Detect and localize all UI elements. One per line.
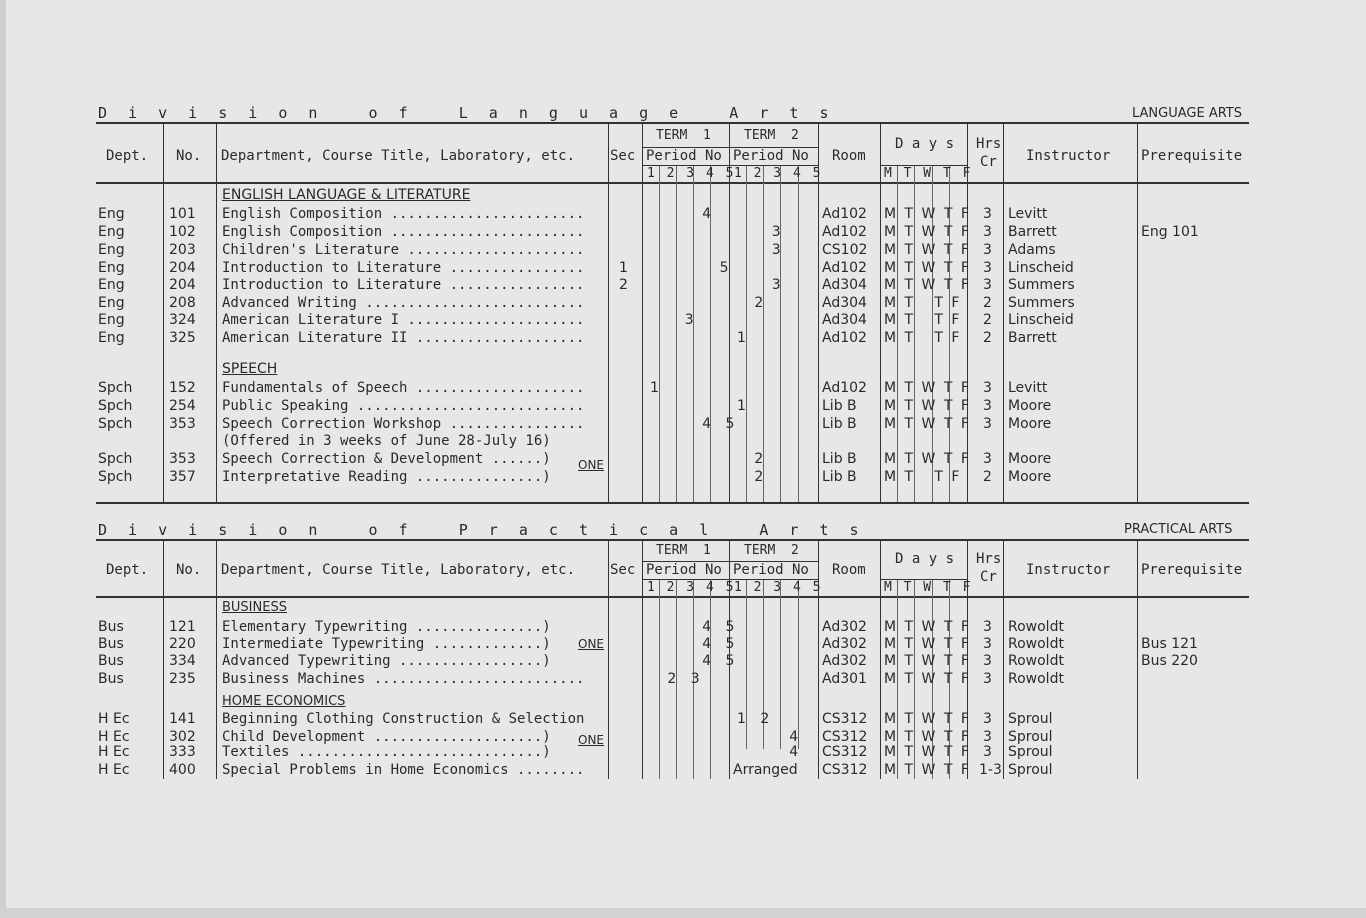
cell-course: Speech Correction & Development ......) (222, 451, 551, 467)
cell-no: 102 (169, 224, 196, 240)
one-bracket-label: ONE (578, 458, 605, 472)
header-term2: TERM 2 (744, 128, 799, 143)
cell-t2: 3 (771, 224, 786, 240)
header-period1: Period No (646, 562, 722, 578)
cell-hrs: 3 (983, 711, 992, 727)
bottom-rule (96, 502, 1249, 504)
header-hrs: Hrs (976, 551, 1002, 567)
cell-instr: Rowoldt (1008, 636, 1064, 652)
header-days: D a y s (895, 551, 955, 567)
one-bracket-label: ONE (578, 637, 605, 651)
cell-room: Ad102 (822, 330, 867, 346)
header-day-letters: M T W T F (884, 166, 973, 181)
cell-no: 204 (169, 260, 196, 276)
cell-room: Ad102 (822, 260, 867, 276)
cell-instr: Moore (1008, 451, 1052, 467)
cell-course: Advanced Writing .......................... (222, 295, 585, 311)
header-course: Department, Course Title, Laboratory, etc. (221, 562, 576, 578)
cell-dept: Bus (98, 636, 124, 652)
cell-course: Fundamentals of Speech .................... (222, 380, 585, 396)
cell-no: 334 (169, 653, 196, 669)
cell-course: Textiles .............................) (222, 744, 551, 760)
cell-days: M T W T F (884, 242, 971, 258)
cell-t2: 1 2 (737, 711, 775, 727)
cell-room: CS312 (822, 744, 868, 760)
cell-instr: Barrett (1008, 224, 1057, 240)
cell-t2: 1 (737, 398, 751, 414)
header-instructor: Instructor (1026, 562, 1111, 578)
cell-dept: Eng (98, 312, 125, 328)
cell-days: M T T F (884, 312, 962, 328)
period-divider (659, 579, 660, 779)
period-divider (710, 579, 711, 779)
cell-dept: Eng (98, 295, 125, 311)
cell-room: Lib B (822, 451, 857, 467)
cell-no: 141 (169, 711, 196, 727)
period-divider (659, 165, 660, 502)
cell-room: Lib B (822, 416, 857, 432)
cell-t1: 5 (719, 260, 734, 276)
cell-days: M T W T F (884, 619, 971, 635)
cell-room: CS102 (822, 242, 868, 258)
cell-no: 203 (169, 242, 196, 258)
cell-dept: Spch (98, 451, 133, 467)
cell-course: Child Development ....................) (222, 729, 551, 745)
cell-instr: Linscheid (1008, 260, 1074, 276)
cell-room: Lib B (822, 398, 857, 414)
cell-instr: Adams (1008, 242, 1056, 258)
cell-course: Intermediate Typewriting .............) (222, 636, 551, 652)
cell-t1: 4 5 (702, 653, 740, 669)
cell-no: 353 (169, 416, 196, 432)
cell-room: Ad304 (822, 277, 867, 293)
cell-room: Ad302 (822, 636, 867, 652)
cell-dept: Eng (98, 242, 125, 258)
cell-days: M T W T F (884, 653, 971, 669)
cell-course: American Literature II .................... (222, 330, 585, 346)
cell-dept: Eng (98, 277, 125, 293)
cell-no: 204 (169, 277, 196, 293)
cell-hrs: 3 (983, 729, 992, 745)
header-instructor: Instructor (1026, 148, 1111, 164)
period-divider (798, 579, 799, 749)
header-period1: Period No (646, 148, 722, 164)
col-divider (642, 124, 643, 502)
one-bracket-label: ONE (578, 733, 605, 747)
cell-hrs: 3 (983, 398, 992, 414)
cell-dept: Spch (98, 380, 133, 396)
cell-dept: Bus (98, 653, 124, 669)
col-divider (880, 541, 881, 779)
cell-days: M T W T F (884, 398, 971, 414)
cell-hrs: 2 (983, 330, 992, 346)
col-divider (216, 124, 217, 502)
col-divider (818, 541, 819, 779)
cell-course: American Literature I ..................... (222, 312, 585, 328)
col-divider (608, 541, 609, 779)
cell-sec: 2 (619, 277, 628, 293)
cell-instr: Levitt (1008, 206, 1048, 222)
col-divider (880, 124, 881, 502)
cell-no: 302 (169, 729, 196, 745)
header-course: Department, Course Title, Laboratory, etc. (221, 148, 576, 164)
cell-instr: Sproul (1008, 744, 1053, 760)
cell-days: M T W T F (884, 671, 971, 687)
cell-instr: Sproul (1008, 711, 1053, 727)
cell-room: Ad102 (822, 380, 867, 396)
cell-hrs: 2 (983, 469, 992, 485)
header-dept: Dept. (106, 562, 149, 578)
cell-t2: 3 (771, 277, 786, 293)
cell-course: Special Problems in Home Economics ........ (222, 762, 585, 778)
cell-t2: 2 (754, 469, 769, 485)
cell-hrs: 3 (983, 744, 992, 760)
cell-instr: Barrett (1008, 330, 1057, 346)
cell-hrs: 3 (983, 451, 992, 467)
cell-room: Ad304 (822, 312, 867, 328)
cell-room: Ad102 (822, 206, 867, 222)
cell-no: 121 (169, 619, 196, 635)
col-divider (163, 124, 164, 502)
cell-days: M T W T F (884, 380, 971, 396)
top-rule (96, 539, 1249, 541)
cell-t2: 2 (754, 295, 769, 311)
cell-hrs: 3 (983, 636, 992, 652)
cell-room: CS312 (822, 711, 868, 727)
cell-no: 357 (169, 469, 196, 485)
cell-room: Ad301 (822, 671, 867, 687)
cell-days: M T W T F (884, 224, 971, 240)
col-divider (1003, 541, 1004, 779)
header-sec: Sec (610, 148, 636, 164)
top-rule (96, 122, 1249, 124)
cell-dept: H Ec (98, 744, 130, 760)
cell-days: M T W T F (884, 762, 971, 778)
practical-division-tag: PRACTICAL ARTS (1124, 522, 1233, 537)
cell-no: 333 (169, 744, 196, 760)
cell-course: Elementary Typewriting ...............) (222, 619, 551, 635)
cell-t1: 3 (684, 312, 699, 328)
period-divider (780, 579, 781, 749)
cell-course: English Composition ....................... (222, 224, 585, 240)
cell-days: M T W T F (884, 260, 971, 276)
header-no: No. (176, 562, 202, 578)
cell-days: M T T F (884, 295, 962, 311)
header-prerequisite: Prerequisite (1141, 148, 1243, 164)
cell-instr: Levitt (1008, 380, 1048, 396)
cell-instr: Moore (1008, 416, 1052, 432)
cell-instr: Rowoldt (1008, 671, 1064, 687)
cell-t2: 2 (754, 451, 769, 467)
cell-t2: Arranged (733, 762, 798, 778)
col-divider (1003, 124, 1004, 502)
group-label: BUSINESS (222, 600, 287, 615)
cell-hrs: 3 (983, 671, 992, 687)
cell-hrs: 2 (983, 295, 992, 311)
cell-days: M T W T F (884, 729, 971, 745)
cell-hrs: 3 (983, 224, 992, 240)
cell-t1: 4 (702, 206, 717, 222)
cell-room: Ad302 (822, 619, 867, 635)
cell-no: 353 (169, 451, 196, 467)
page-edge (0, 908, 1366, 918)
cell-t2: 4 (789, 729, 804, 745)
period-divider (798, 165, 799, 502)
cell-days: M T W T F (884, 277, 971, 293)
cell-hrs: 3 (983, 206, 992, 222)
cell-prereq: Bus 121 (1141, 636, 1198, 652)
language-division-title: D i v i s i o n o f L a n g u a g e A r t s (98, 104, 835, 122)
cell-course: Interpretative Reading ...............) (222, 469, 551, 485)
cell-dept: Spch (98, 469, 133, 485)
header-period-slots-1: 1 2 3 4 5 (647, 166, 736, 181)
cell-no: 208 (169, 295, 196, 311)
header-period2: Period No (733, 148, 809, 164)
cell-days: M T W T F (884, 206, 971, 222)
col-divider (608, 124, 609, 502)
cell-dept: H Ec (98, 729, 130, 745)
cell-dept: Spch (98, 416, 133, 432)
cell-room: Ad304 (822, 295, 867, 311)
cell-days: M T T F (884, 469, 962, 485)
cell-dept: Eng (98, 206, 125, 222)
header-cr: Cr (980, 569, 997, 585)
header-days: D a y s (895, 136, 955, 152)
cell-dept: Spch (98, 398, 133, 414)
cell-t2: 3 (771, 242, 786, 258)
cell-days: M T W T F (884, 711, 971, 727)
cell-instr: Rowoldt (1008, 653, 1064, 669)
cell-room: Ad102 (822, 224, 867, 240)
cell-prereq: Bus 220 (1141, 653, 1198, 669)
cell-hrs: 3 (983, 277, 992, 293)
cell-course: Speech Correction Workshop ................ (222, 416, 585, 432)
cell-hrs: 1-3 (979, 762, 1002, 778)
header-period-slots-2: 1 2 3 4 5 (734, 166, 823, 181)
group-label: HOME ECONOMICS (222, 694, 346, 709)
cell-course: Children's Literature ..................... (222, 242, 585, 258)
header-sec: Sec (610, 562, 636, 578)
col-divider (1137, 541, 1138, 779)
header-room: Room (832, 148, 866, 164)
header-no: No. (176, 148, 202, 164)
cell-instr: Summers (1008, 277, 1075, 293)
cell-course: Business Machines ......................... (222, 671, 585, 687)
header-term1: TERM 1 (656, 543, 711, 558)
col-divider (642, 541, 643, 779)
cell-instr: Sproul (1008, 762, 1053, 778)
cell-t1: 4 5 (702, 619, 740, 635)
cell-instr: Sproul (1008, 729, 1053, 745)
cell-t1: 4 5 (702, 636, 740, 652)
header-period-slots-1: 1 2 3 4 5 (647, 580, 736, 595)
cell-t1: 2 3 (667, 671, 705, 687)
cell-no: 220 (169, 636, 196, 652)
cell-course: Advanced Typewriting .................) (222, 653, 551, 669)
cell-hrs: 3 (983, 653, 992, 669)
cell-t1: 4 5 (702, 416, 740, 432)
cell-days: M T W T F (884, 636, 971, 652)
cell-dept: Eng (98, 260, 125, 276)
group-label: ENGLISH LANGUAGE & LITERATURE (222, 187, 471, 203)
practical-division-title: D i v i s i o n o f P r a c t i c a l A r t s (98, 521, 865, 539)
page-edge (0, 0, 6, 918)
cell-dept: Bus (98, 671, 124, 687)
cell-room: CS312 (822, 762, 868, 778)
cell-dept: Eng (98, 330, 125, 346)
cell-t1: 1 (650, 380, 664, 396)
header-term2: TERM 2 (744, 543, 799, 558)
cell-t2: 4 (789, 744, 804, 760)
col-divider (1137, 124, 1138, 502)
cell-room: Ad302 (822, 653, 867, 669)
cell-course: Beginning Clothing Construction & Selection (222, 711, 585, 727)
cell-hrs: 3 (983, 380, 992, 396)
cell-hrs: 3 (983, 619, 992, 635)
cell-no: 325 (169, 330, 196, 346)
cell-days: M T W T F (884, 744, 971, 760)
cell-no: 101 (169, 206, 196, 222)
cell-instr: Rowoldt (1008, 619, 1064, 635)
cell-dept: H Ec (98, 711, 130, 727)
cell-course: Public Speaking ........................... (222, 398, 585, 414)
cell-course: Introduction to Literature ................ (222, 260, 585, 276)
language-division-tag: LANGUAGE ARTS (1132, 106, 1243, 121)
header-prerequisite: Prerequisite (1141, 562, 1243, 578)
cell-dept: H Ec (98, 762, 130, 778)
cell-t2: 1 (737, 330, 751, 346)
header-day-letters: M T W T F (884, 580, 973, 595)
header-hrs: Hrs (976, 136, 1002, 152)
cell-dept: Eng (98, 224, 125, 240)
group-label: SPEECH (222, 361, 278, 377)
cell-hrs: 3 (983, 416, 992, 432)
cell-instr: Moore (1008, 398, 1052, 414)
header-period-slots-2: 1 2 3 4 5 (734, 580, 823, 595)
cell-no: 152 (169, 380, 196, 396)
header-period2: Period No (733, 562, 809, 578)
cell-instr: Summers (1008, 295, 1075, 311)
period-divider (780, 165, 781, 502)
cell-prereq: Eng 101 (1141, 224, 1199, 240)
cell-days: M T W T F (884, 416, 971, 432)
cell-hrs: 3 (983, 260, 992, 276)
cell-instr: Linscheid (1008, 312, 1074, 328)
cell-course: English Composition ....................... (222, 206, 585, 222)
cell-no: 400 (169, 762, 196, 778)
cell-no: 324 (169, 312, 196, 328)
cell-room: CS312 (822, 729, 868, 745)
cell-instr: Moore (1008, 469, 1052, 485)
period-divider (676, 165, 677, 502)
col-divider (216, 541, 217, 779)
cell-days: M T W T F (884, 451, 971, 467)
cell-room: Lib B (822, 469, 857, 485)
header-cr: Cr (980, 154, 997, 170)
cell-dept: Bus (98, 619, 124, 635)
cell-sec: 1 (619, 260, 628, 276)
col-divider (163, 541, 164, 779)
period-divider (693, 165, 694, 502)
cell-hrs: 2 (983, 312, 992, 328)
header-term1: TERM 1 (656, 128, 711, 143)
cell-no: 254 (169, 398, 196, 414)
cell-course: Introduction to Literature ................ (222, 277, 585, 293)
cell-course: (Offered in 3 weeks of June 28-July 16) (222, 433, 551, 449)
cell-no: 235 (169, 671, 196, 687)
header-rule (96, 182, 1249, 184)
header-room: Room (832, 562, 866, 578)
header-dept: Dept. (106, 148, 149, 164)
cell-days: M T T F (884, 330, 962, 346)
cell-hrs: 3 (983, 242, 992, 258)
header-rule (96, 596, 1249, 598)
